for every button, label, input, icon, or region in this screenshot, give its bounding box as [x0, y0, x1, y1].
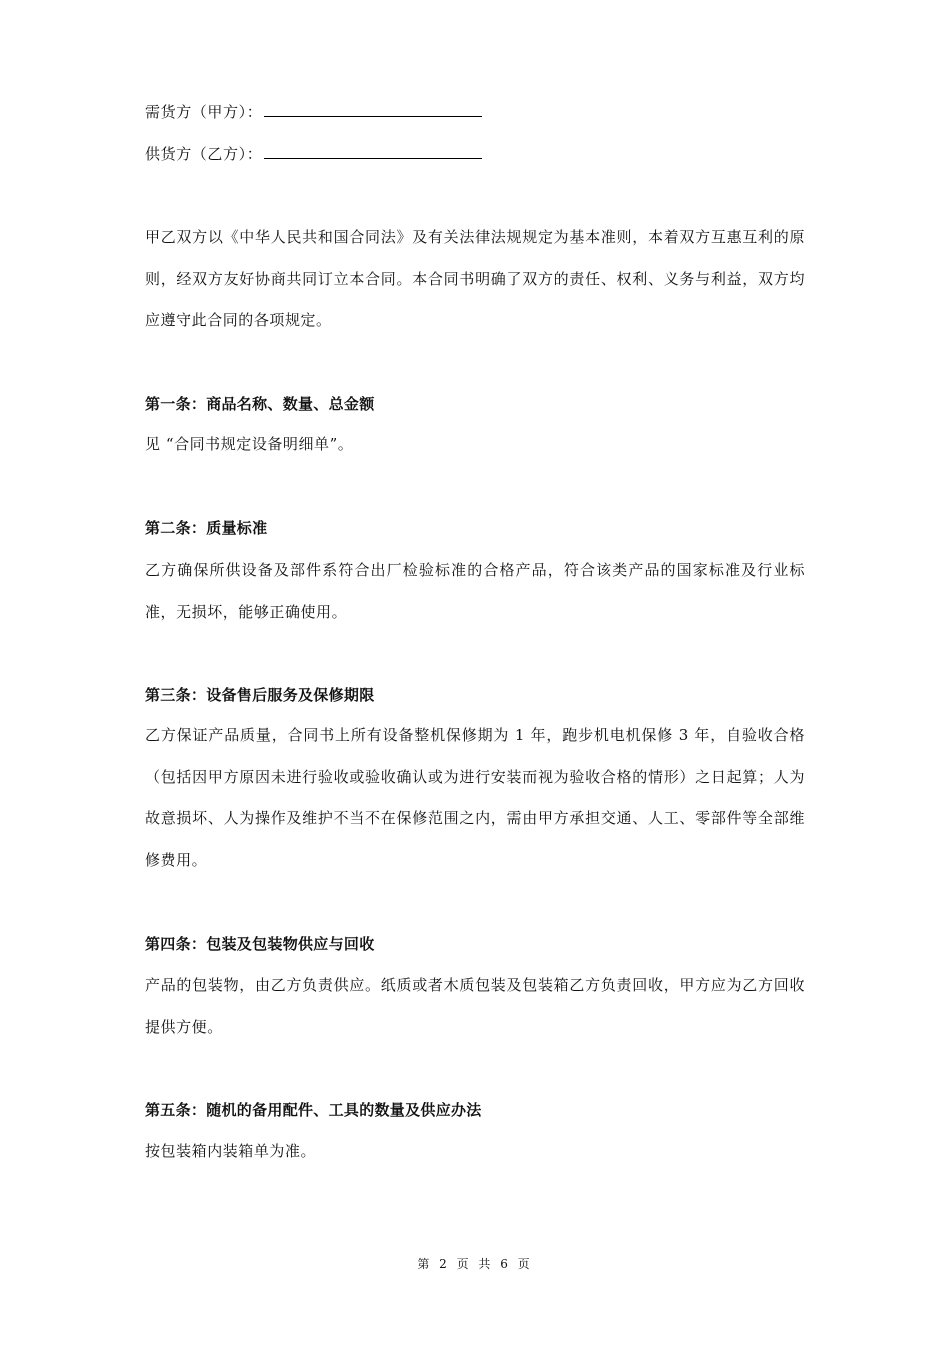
supplier-label: 供货方（乙方）： [145, 145, 263, 163]
article-1-body: 见 “合同书规定设备明细单”。 [145, 435, 354, 453]
intro-paragraph: 甲乙双方以《中华人民共和国合同法》及有关法律法规规定为基本准则，本着双方互惠互利的原则，经双方友好协商共同订立本合同。本合同书明确了双方的责任、权利、义务与利益，双方均应遵守此合同的各项规定。 [145, 228, 805, 329]
article-2-body: 乙方确保所供设备及部件系符合出厂检验标准的合格产品，符合该类产品的国家标准及行业标准，无损坏，能够正确使用。 [145, 561, 805, 621]
article-4-body: 产品的包装物，由乙方负责供应。纸质或者木质包装及包装箱乙方负责回收，甲方应为乙方回收提供方便。 [145, 976, 805, 1036]
article-2-title: 第二条：质量标准 [145, 519, 268, 537]
article-5-body: 按包装箱内装箱单为准。 [145, 1142, 317, 1160]
article-3-title: 第三条：设备售后服务及保修期限 [145, 686, 375, 704]
article-1-title: 第一条：商品名称、数量、总金额 [145, 395, 375, 413]
supplier-blank-line [264, 144, 482, 159]
supplier-field [145, 144, 482, 164]
buyer-blank-line [264, 102, 482, 117]
article-4-title: 第四条：包装及包装物供应与回收 [145, 935, 375, 953]
article-3-body: 乙方保证产品质量，合同书上所有设备整机保修期为 1 年，跑步机电机保修 3 年，自验收合格（包括因甲方原因未进行验收或验收确认或为进行安装而视为验收合格的情形）之日起算；人为故意损坏、人为操作及维护不当不在保修范围之内，需由甲方承担交通、人工、零部件等全部维修费用。 [145, 726, 805, 869]
buyer-field [145, 102, 482, 122]
page-number-footer: 第 2 页 共 6 页 [417, 1257, 533, 1271]
article-5-title: 第五条：随机的备用配件、工具的数量及供应办法 [145, 1101, 482, 1119]
buyer-label: 需货方（甲方）： [145, 103, 263, 121]
